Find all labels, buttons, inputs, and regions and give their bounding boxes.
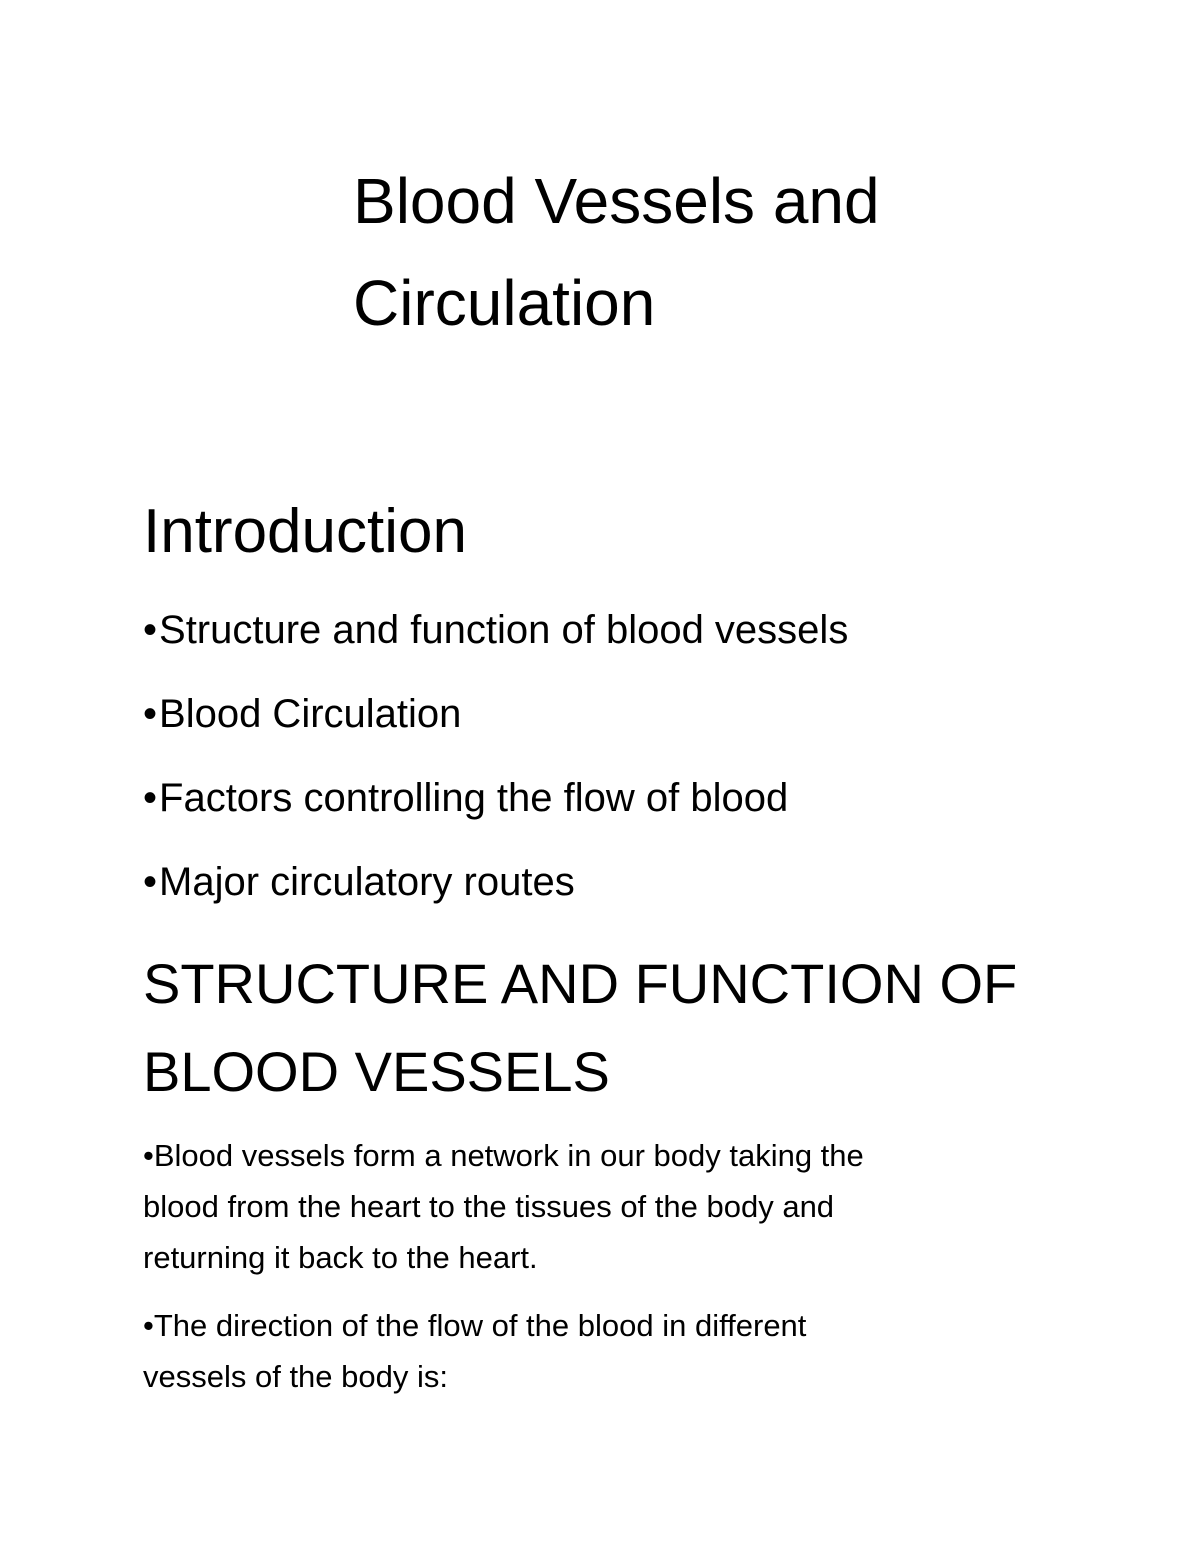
section-heading (143, 940, 1143, 1116)
bullet-icon: • (143, 776, 158, 820)
list-item (143, 600, 848, 684)
introduction-list (143, 600, 848, 936)
paragraph-line: •The direction of the flow of the blood in different (143, 1308, 807, 1343)
list-item-text: Structure and function of blood vessels (159, 608, 849, 652)
paragraph-flow-direction (143, 1300, 1043, 1402)
introduction-heading: Introduction (143, 497, 467, 566)
list-item (143, 768, 848, 852)
bullet-icon: • (143, 860, 158, 904)
list-item (143, 852, 848, 936)
list-item-text: Blood Circulation (159, 692, 462, 736)
document-title (353, 150, 1053, 354)
title-line-2: Circulation (353, 267, 656, 339)
paragraph-line: blood from the heart to the tissues of the body and (143, 1189, 835, 1224)
list-item (143, 684, 848, 768)
title-line-1: Blood Vessels and (353, 165, 880, 237)
list-item-text: Factors controlling the flow of blood (159, 776, 789, 820)
bullet-icon: • (143, 608, 158, 652)
section-heading-line-2: BLOOD VESSELS (143, 1040, 610, 1103)
paragraph-line: returning it back to the heart. (143, 1240, 538, 1275)
bullet-icon: • (143, 692, 158, 736)
list-item-text: Major circulatory routes (159, 860, 575, 904)
paragraph-line: •Blood vessels form a network in our body taking the (143, 1138, 864, 1173)
section-heading-line-1: STRUCTURE AND FUNCTION OF (143, 952, 1018, 1015)
paragraph-blood-vessels-network (143, 1130, 1043, 1283)
paragraph-line: vessels of the body is: (143, 1359, 448, 1394)
